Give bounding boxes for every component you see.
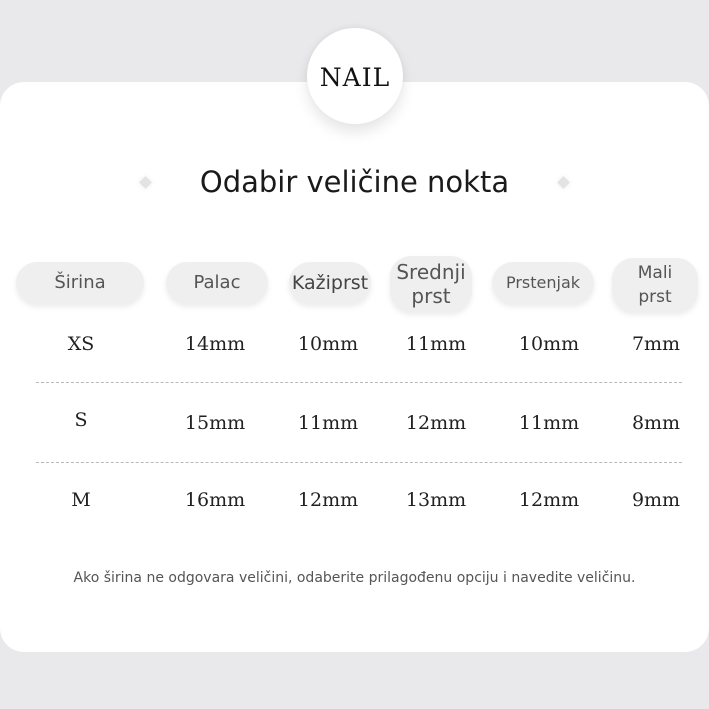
header-width bbox=[16, 262, 144, 304]
cell-xs-ring: 10mm bbox=[518, 333, 580, 355]
row-size-m: M bbox=[71, 489, 91, 511]
header-label: Prstenjak bbox=[505, 273, 581, 292]
header-label: Mali prst bbox=[637, 263, 673, 307]
cell-m-little: 9mm bbox=[631, 489, 681, 511]
nail-logo-badge bbox=[307, 28, 403, 124]
page-title: Odabir veličine nokta bbox=[199, 165, 510, 199]
header-middle-finger bbox=[390, 256, 472, 312]
row-size-xs: XS bbox=[67, 333, 95, 355]
cell-xs-thumb: 14mm bbox=[184, 333, 246, 355]
cell-xs-little: 7mm bbox=[631, 333, 681, 355]
cell-m-thumb: 16mm bbox=[184, 489, 246, 511]
diamond-right-icon bbox=[557, 176, 570, 189]
cell-s-thumb: 15mm bbox=[184, 412, 246, 434]
logo-text: NAIL bbox=[319, 62, 391, 92]
cell-s-ring: 11mm bbox=[518, 412, 580, 434]
sizing-note: Ako širina ne odgovara veličini, odaberite prilagođenu opciju i navedite veličinu. bbox=[73, 570, 636, 586]
header-index-finger bbox=[289, 262, 371, 304]
row-divider bbox=[36, 382, 682, 383]
cell-s-little: 8mm bbox=[631, 412, 681, 434]
header-label: Palac bbox=[193, 272, 241, 293]
header-label: Srednji prst bbox=[396, 260, 466, 308]
header-label: Kažiprst bbox=[291, 272, 369, 294]
cell-m-index: 12mm bbox=[297, 489, 359, 511]
row-divider bbox=[36, 462, 682, 463]
cell-xs-index: 10mm bbox=[297, 333, 359, 355]
diamond-left-icon bbox=[139, 176, 152, 189]
cell-s-index: 11mm bbox=[297, 412, 359, 434]
cell-xs-middle: 11mm bbox=[405, 333, 467, 355]
header-little-finger bbox=[612, 258, 698, 312]
header-label: Širina bbox=[54, 272, 106, 293]
header-thumb bbox=[166, 262, 268, 304]
cell-s-middle: 12mm bbox=[405, 412, 467, 434]
row-size-s: S bbox=[74, 409, 88, 431]
header-ring-finger bbox=[492, 262, 594, 304]
cell-m-ring: 12mm bbox=[518, 489, 580, 511]
cell-m-middle: 13mm bbox=[405, 489, 467, 511]
title-bar bbox=[0, 160, 709, 204]
